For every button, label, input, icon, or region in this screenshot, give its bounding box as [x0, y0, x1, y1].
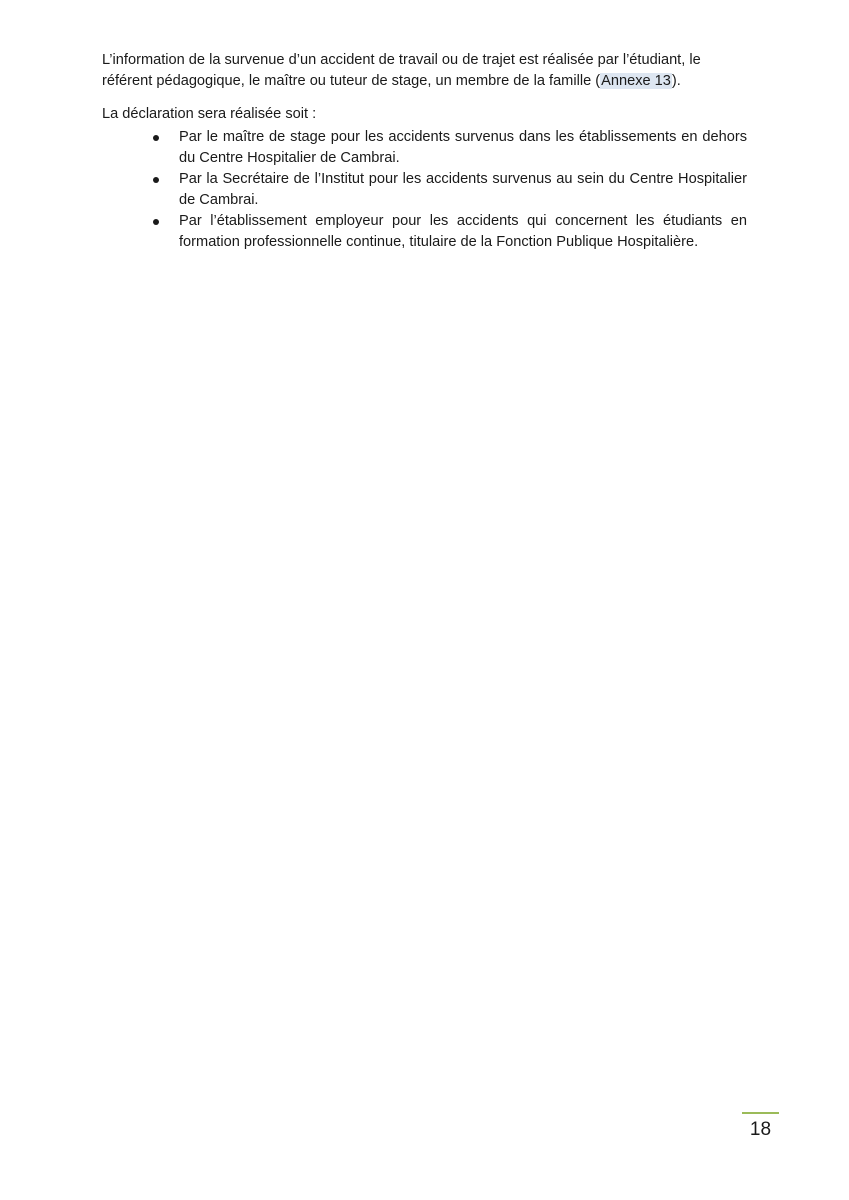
bullet-icon	[153, 219, 159, 225]
page-body	[102, 50, 747, 253]
declaration-intro: La déclaration sera réalisée soit :	[102, 106, 317, 122]
bullet-icon	[153, 177, 159, 183]
page-number: 18	[749, 1119, 772, 1140]
footer-accent-line	[742, 1112, 779, 1114]
list-item	[179, 211, 747, 253]
list-item-text: Par le maître de stage pour les accidents survenus dans les établissements en dehors du Centre Hospitalier de Cambrai.	[179, 129, 747, 166]
list-item-text: Par l’établissement employeur pour les accidents qui concernent les étudiants en formation professionnelle continue, titulaire de la Fonction Publique Hospitalière.	[179, 213, 747, 250]
declaration-list	[102, 127, 747, 253]
paragraph-text-end: ).	[671, 73, 681, 89]
list-item-text: Par la Secrétaire de l’Institut pour les accidents survenus au sein du Centre Hospitalier de Cambrai.	[179, 171, 747, 208]
paragraph-text-start: L’information de la survenue d’un accident de travail ou de trajet est réalisée par l’étudiant, le référent pédagogique, le maître ou tuteur de stage, un membre de la famille (	[102, 52, 701, 89]
annex-reference-link[interactable]: Annexe 13	[601, 73, 671, 89]
list-item	[179, 169, 747, 211]
bullet-icon	[153, 135, 159, 141]
list-item	[179, 127, 747, 169]
paragraph-accident-information	[102, 50, 747, 92]
